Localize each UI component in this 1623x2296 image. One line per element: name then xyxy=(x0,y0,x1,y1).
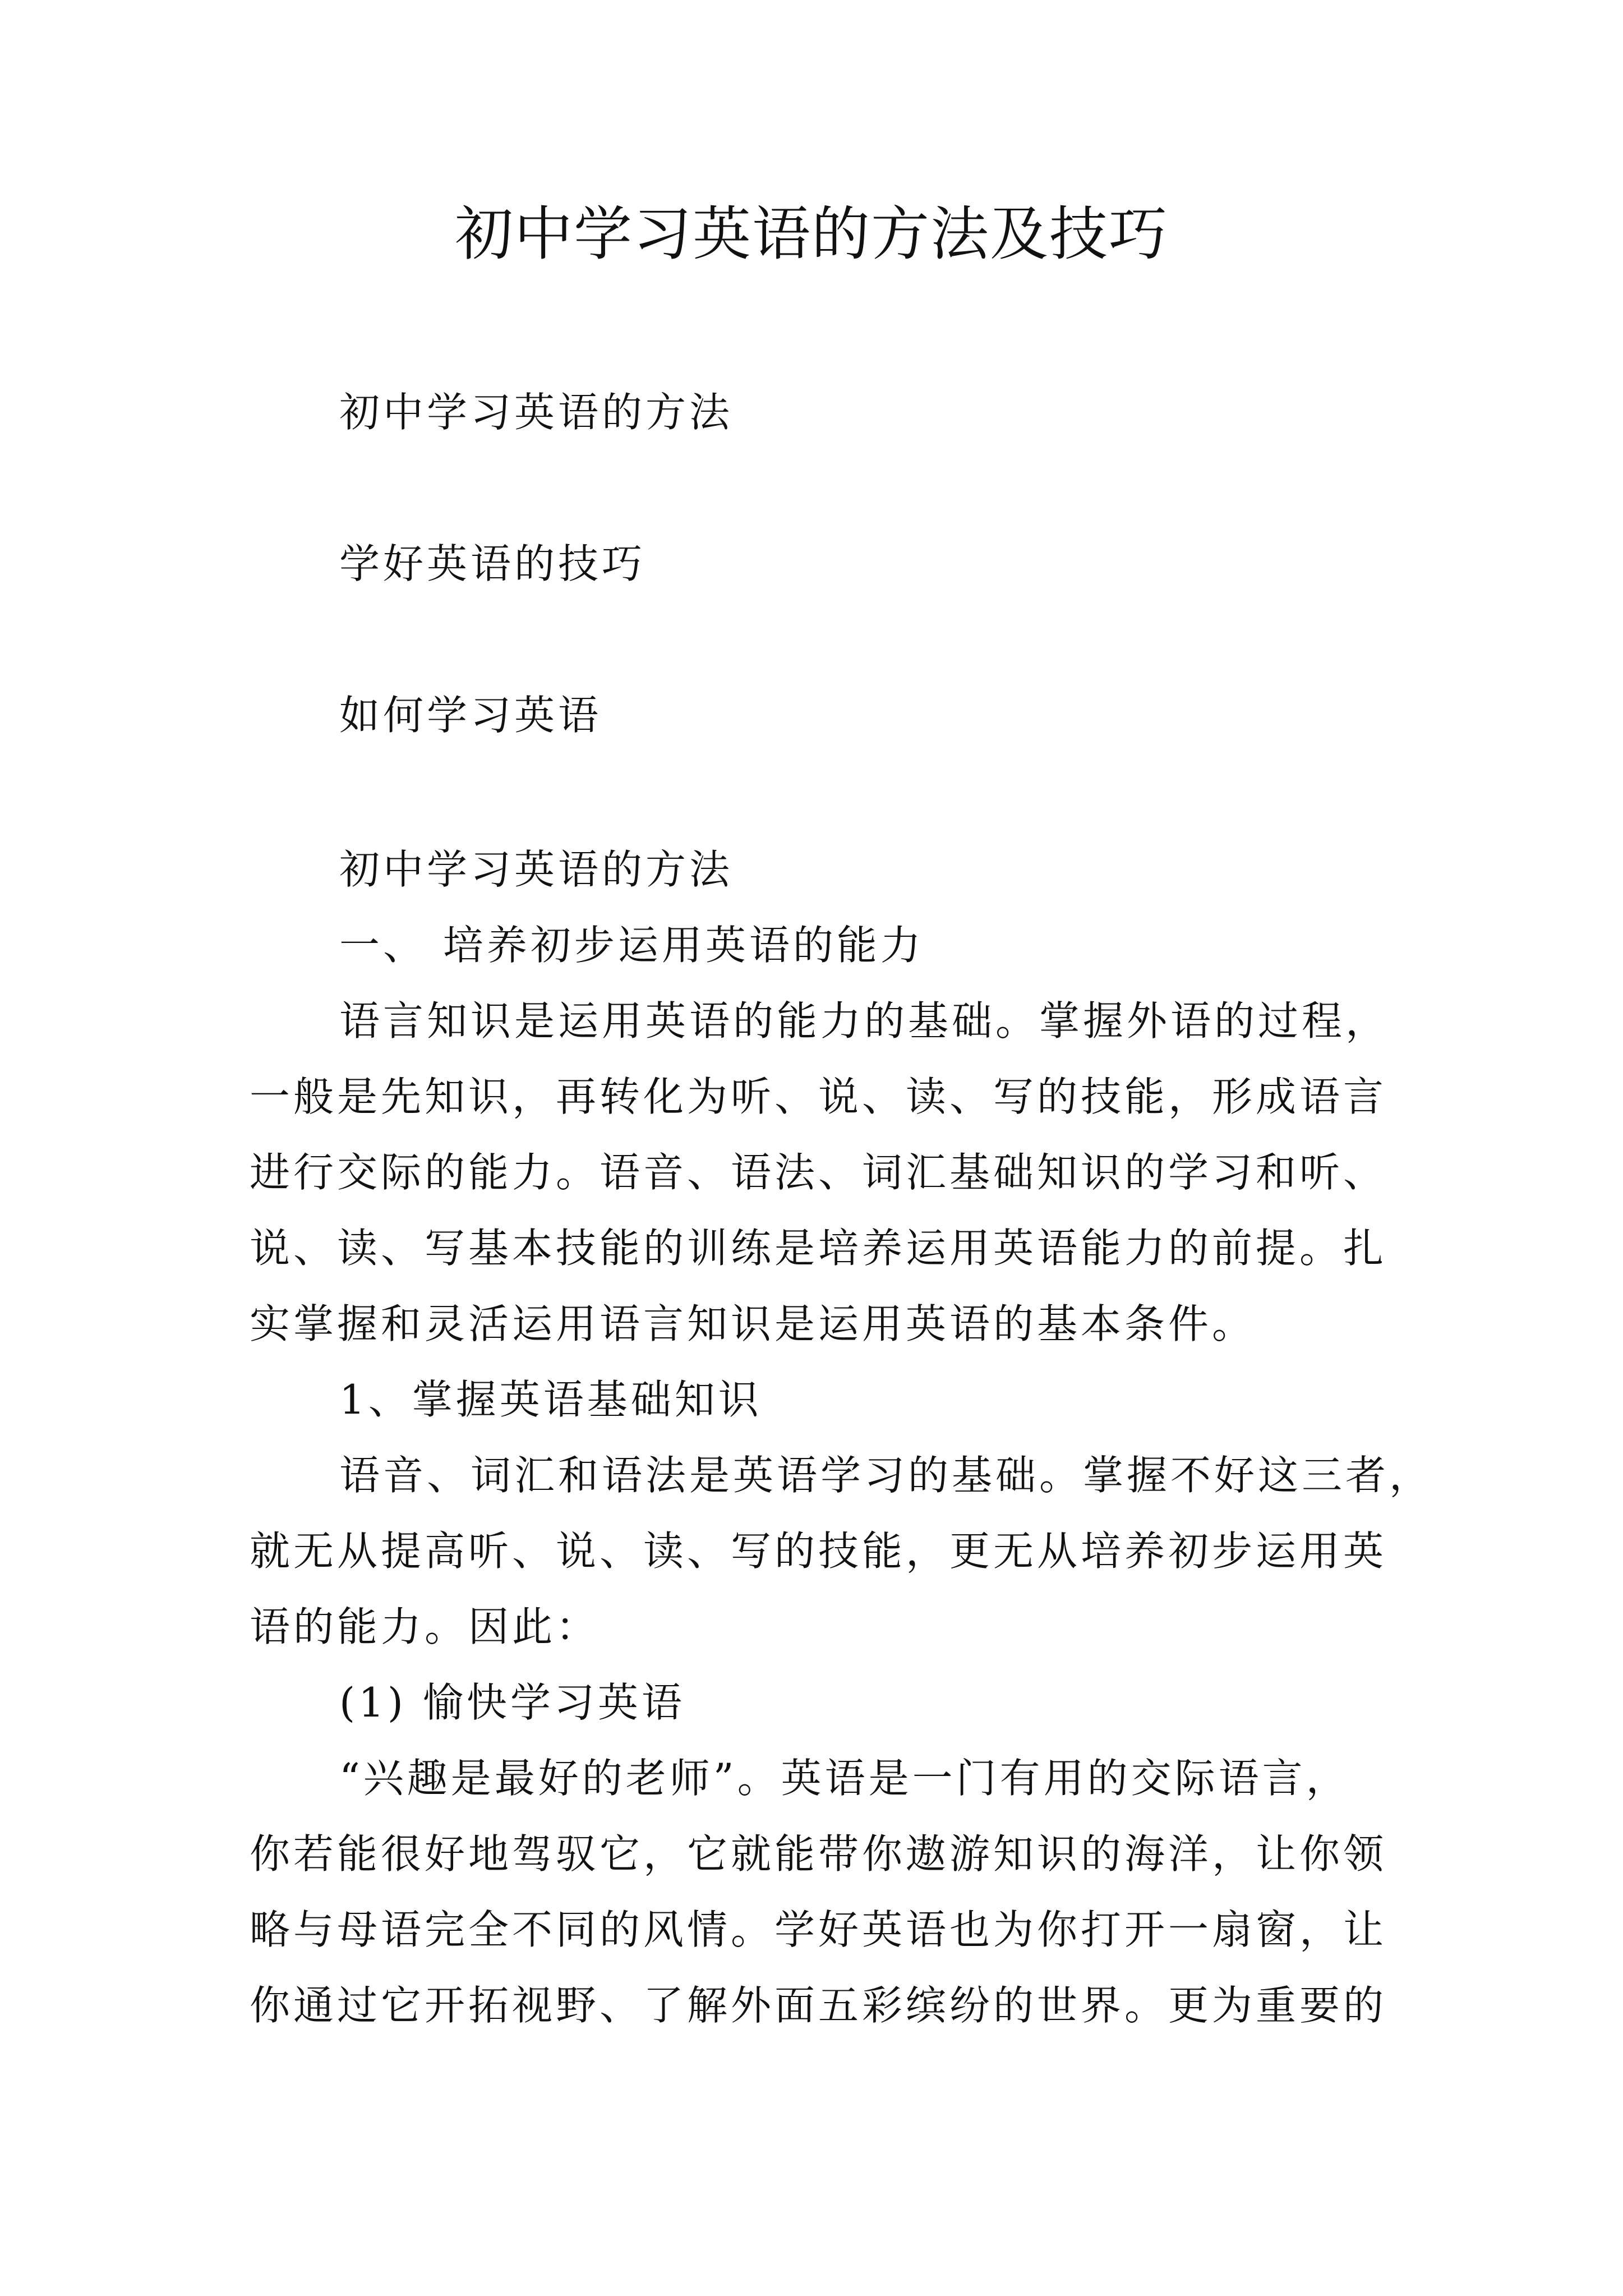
paragraph-3-line-1: “兴趣是最好的老师”。英语是一门有用的交际语言， xyxy=(339,1755,1350,1802)
subheading-enjoy: (1) 愉快学习英语 xyxy=(339,1679,685,1726)
paragraph-2-line-1: 语音、词汇和语法是英语学习的基础。掌握不好这三者， xyxy=(339,1452,1433,1499)
section-heading: 初中学习英语的方法 xyxy=(339,846,734,893)
paragraph-3-line-3: 略与母语完全不同的风情。学好英语也为你打开一扇窗，让 xyxy=(250,1906,1387,1953)
toc-item-3: 如何学习英语 xyxy=(339,692,602,739)
toc-item-2: 学好英语的技巧 xyxy=(339,540,646,587)
toc-item-1: 初中学习英语的方法 xyxy=(339,389,734,436)
paragraph-2-line-3: 语的能力。因此： xyxy=(250,1603,600,1650)
paragraph-1-line-2: 一般是先知识，再转化为听、说、读、写的技能，形成语言 xyxy=(250,1073,1387,1120)
paragraph-3-line-2: 你若能很好地驾驭它，它就能带你遨游知识的海洋，让你领 xyxy=(250,1830,1387,1878)
paragraph-1-line-4: 说、读、写基本技能的训练是培养运用英语能力的前提。扎 xyxy=(250,1225,1387,1272)
subheading-ability: 一、 培养初步运用英语的能力 xyxy=(339,922,924,969)
paragraph-2-line-2: 就无从提高听、说、读、写的技能，更无从培养初步运用英 xyxy=(250,1527,1387,1575)
document-title: 初中学习英语的方法及技巧 xyxy=(454,200,1168,268)
paragraph-3-line-4: 你通过它开拓视野、了解外面五彩缤纷的世界。更为重要的 xyxy=(250,1982,1387,2029)
paragraph-1-line-5: 实掌握和灵活运用语言知识是运用英语的基本条件。 xyxy=(250,1300,1256,1347)
paragraph-1-line-3: 进行交际的能力。语音、语法、词汇基础知识的学习和听、 xyxy=(250,1149,1387,1196)
subheading-basics: 1、掌握英语基础知识 xyxy=(339,1376,762,1423)
paragraph-1-line-1: 语言知识是运用英语的能力的基础。掌握外语的过程， xyxy=(339,997,1390,1045)
